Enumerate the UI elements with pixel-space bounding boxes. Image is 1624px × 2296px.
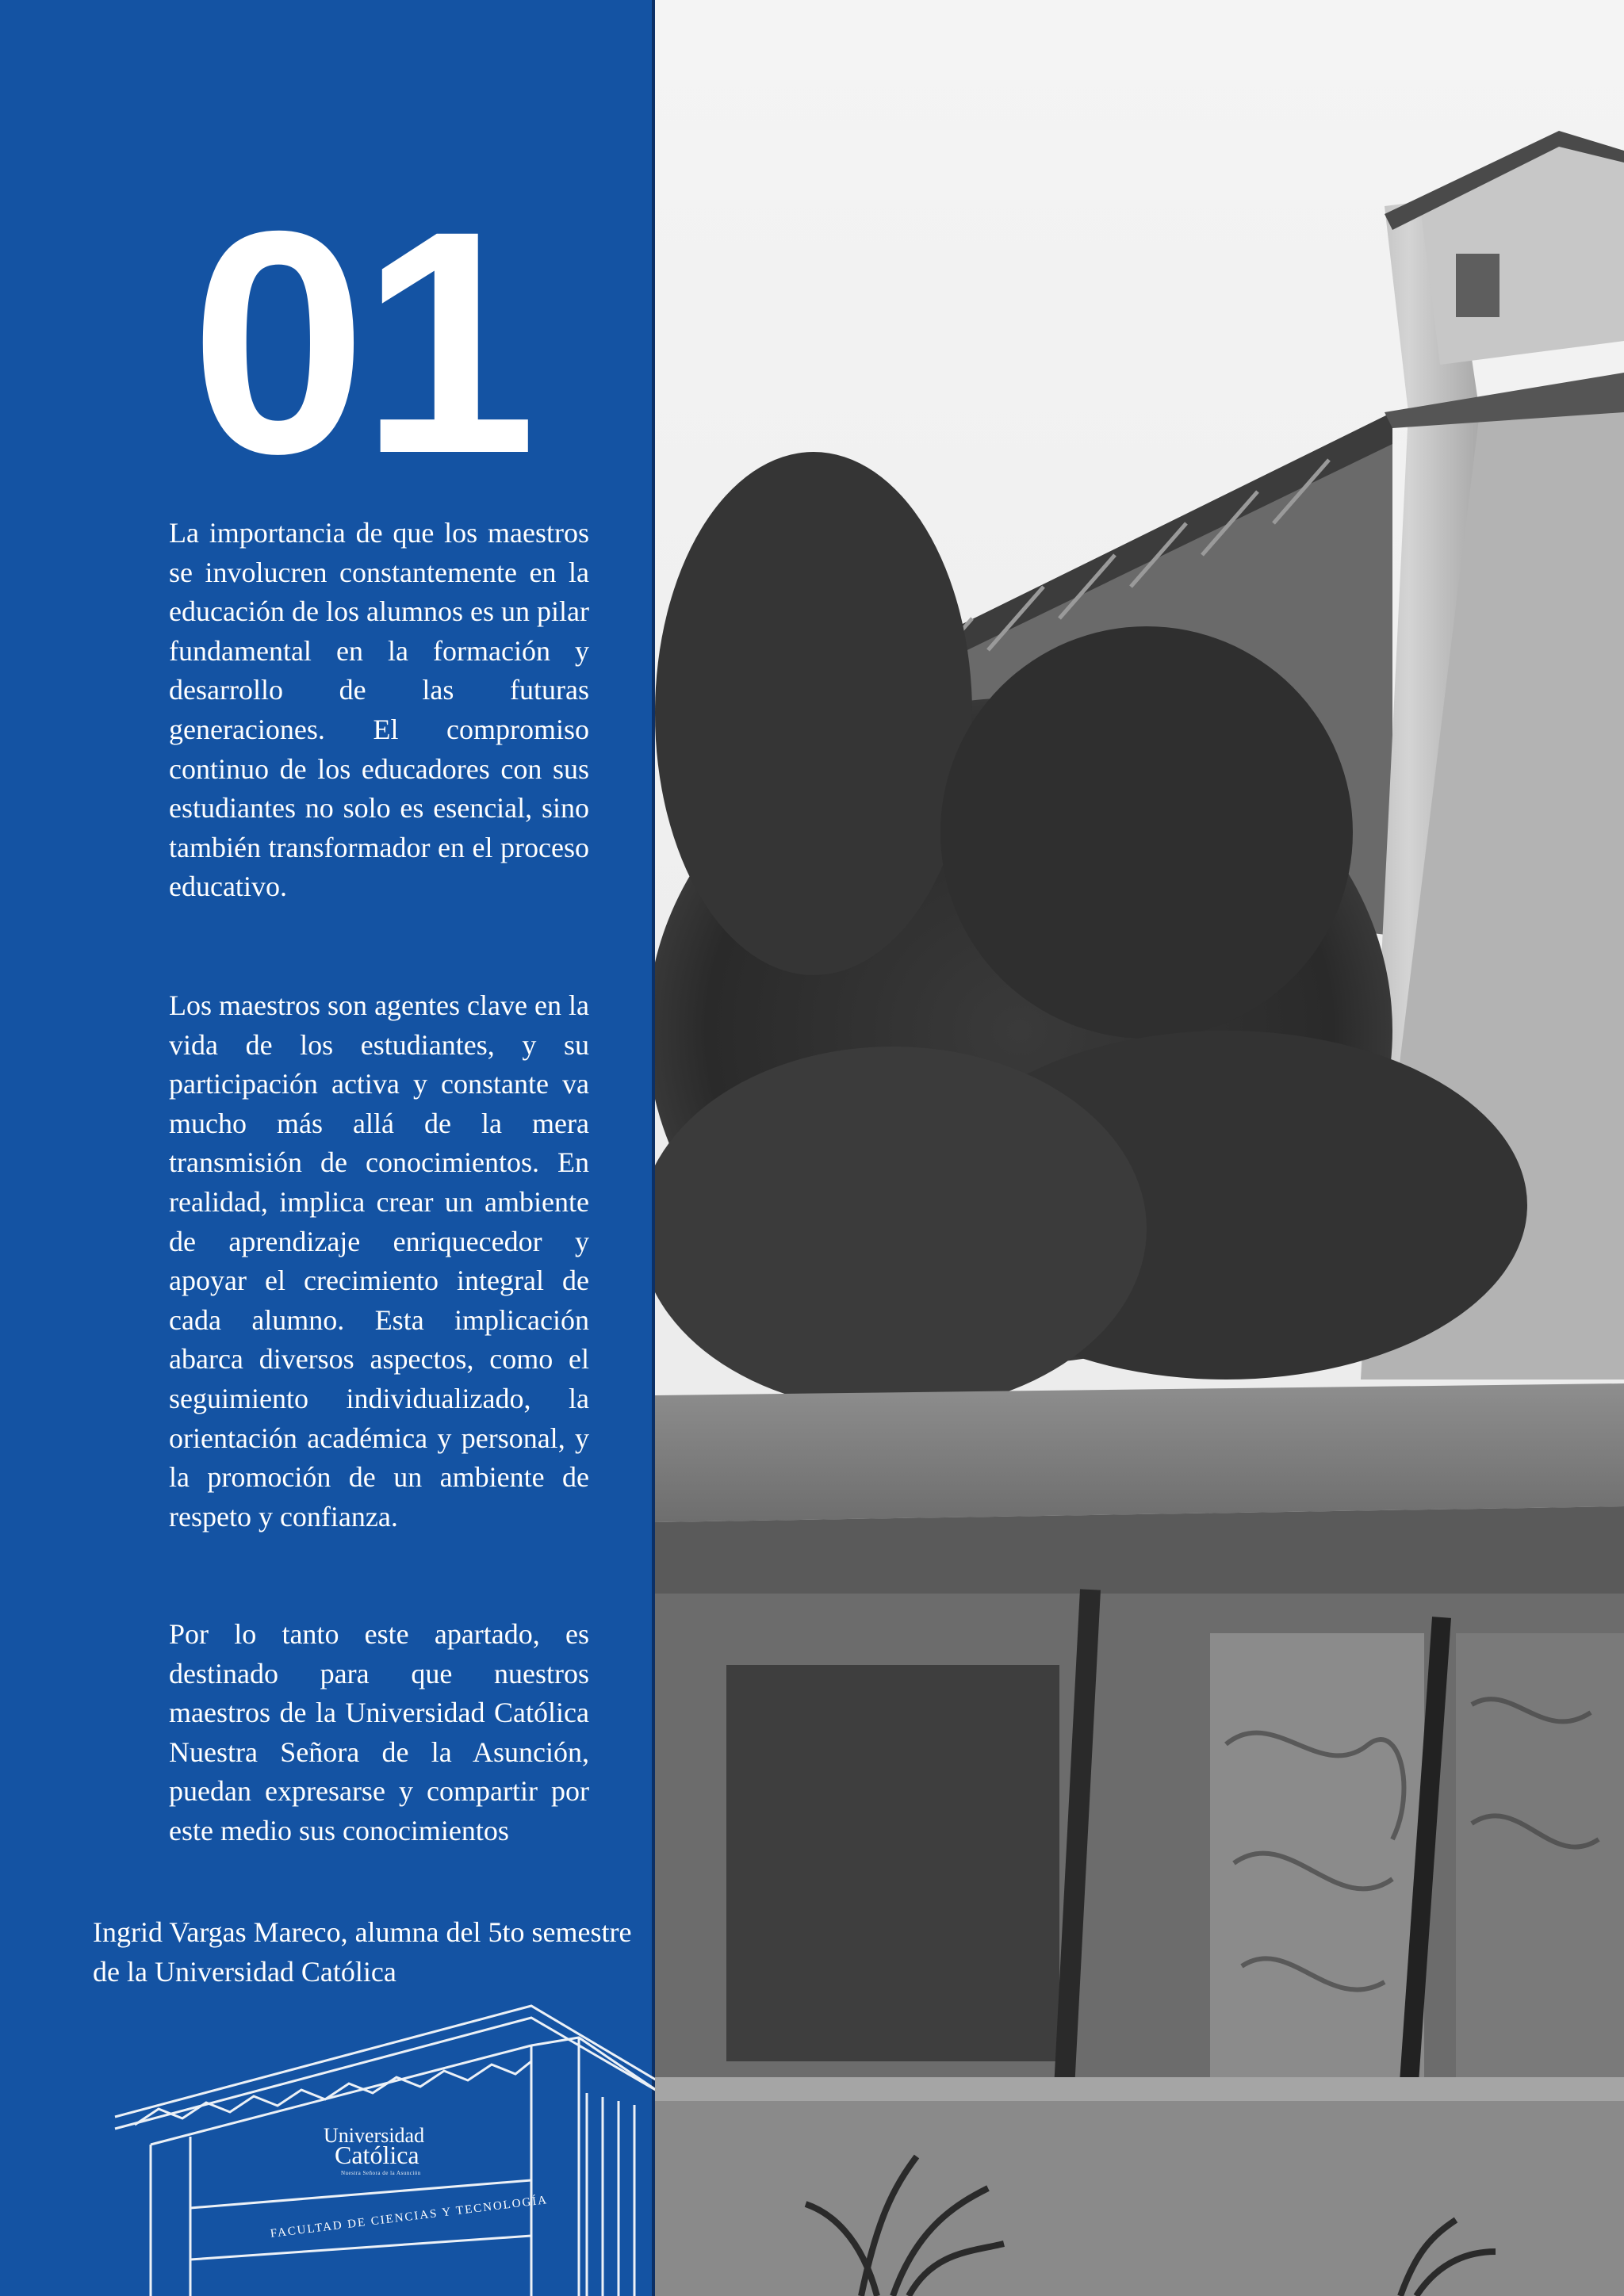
logo-subtitle: Nuestra Señora de la Asunción	[341, 2170, 421, 2176]
logo-faculty-name: FACULTAD DE CIENCIAS Y TECNOLOGÍA	[270, 2194, 549, 2241]
paragraph-1: La importancia de que los maestros se involucren constantemente en la educación de los alumnos es un pilar fundamental en la formación y desarrollo de las futuras generaciones. El compromiso continuo de los educadores con sus estudiantes no solo es esencial, sino también transformador en el proceso educativo.	[169, 517, 589, 903]
section-number: 01	[190, 165, 530, 519]
paragraph-3: Por lo tanto este apartado, es destinado para que nuestros maestros de la Universidad Católica Nuestra Señora de la Asunción, puedan expresarse y compartir por este medio sus conocimientos	[169, 1618, 589, 1846]
blue-text-panel	[0, 0, 655, 2296]
author-signature: Ingrid Vargas Mareco, alumna del 5to semestre de la Universidad Católica	[93, 1916, 632, 1988]
campus-building-photo	[655, 0, 1624, 2296]
paragraph-2: Los maestros son agentes clave en la vida de los estudiantes, y su participación activa y constante va mucho más allá de la mera transmisión de conocimientos. En realidad, implica crear un ambiente de aprendizaje enriquecedor y apoyar el crecimiento integral de cada alumno. Esta implicación abarca diversos aspectos, como el seguimiento individualizado, la orientación académica y personal, y la promoción de un ambiente de respeto y confianza.	[169, 989, 589, 1533]
logo-line2: Católica	[335, 2141, 419, 2169]
logo-line1: Universidad	[324, 2124, 425, 2147]
logo-wordmark	[324, 2124, 425, 2169]
